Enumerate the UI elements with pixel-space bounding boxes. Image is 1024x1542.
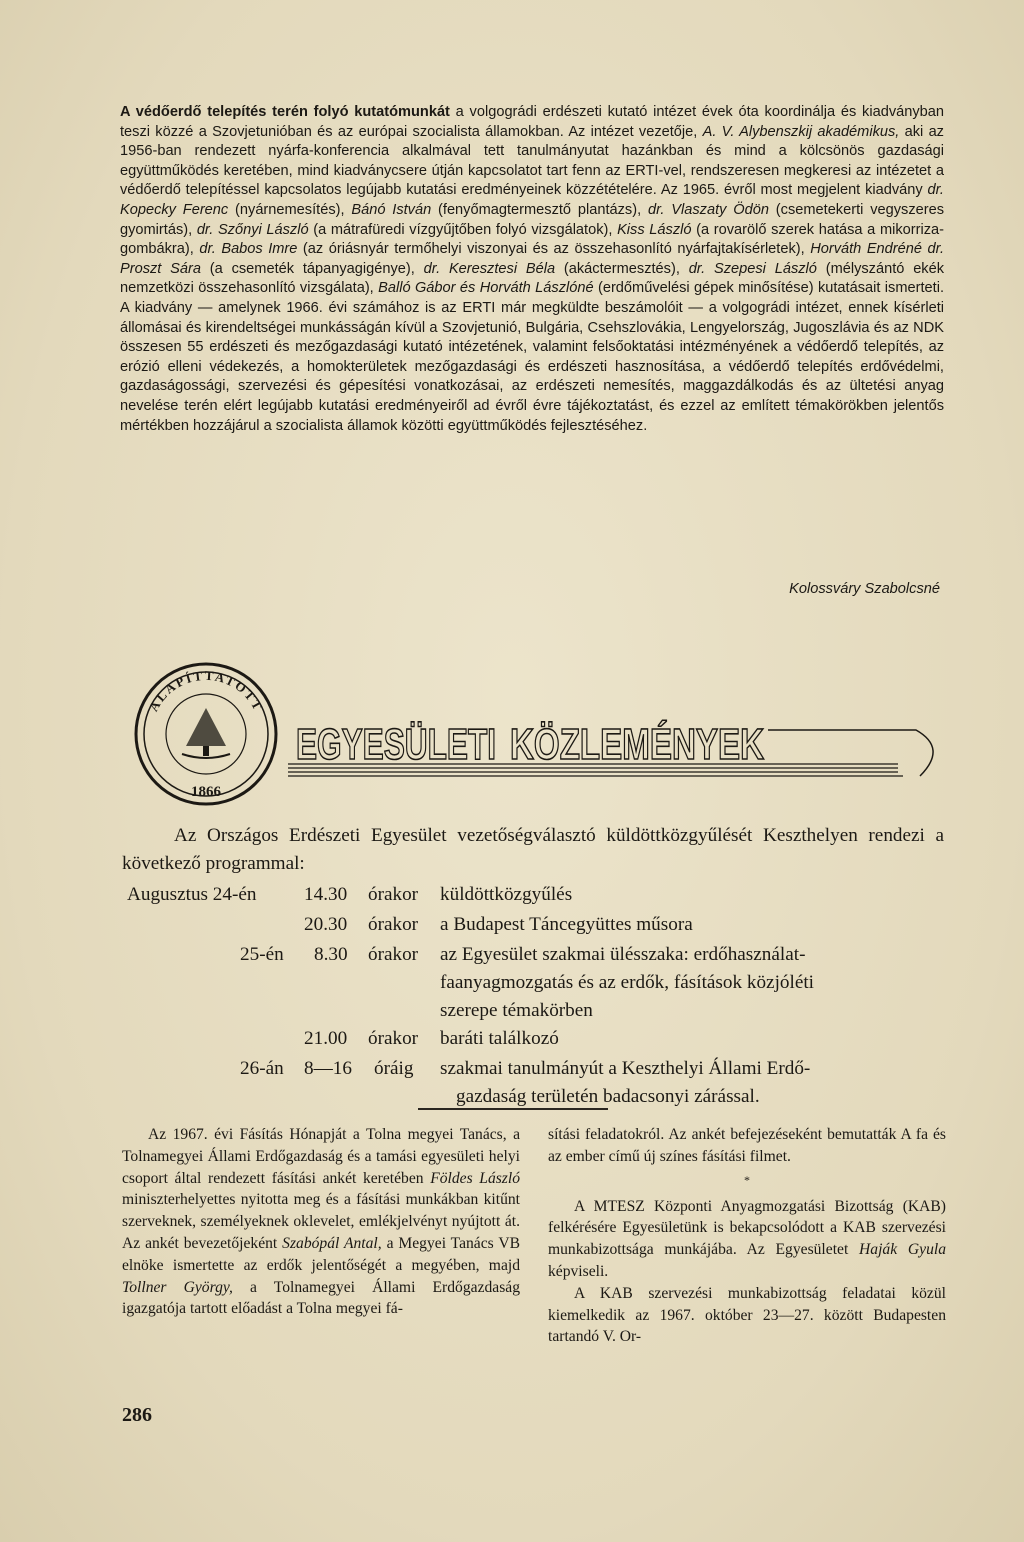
left-column: Az 1967. évi Fásítás Hónapját a Tolna megyei Tanács, a Tolnamegyei Állami Erdőgazdaság és a tamási egyesületi helyi csoport által rendezett fásítási ankét keretében Földes László miniszterhelyettes nyitotta meg és a fásítási munkákban kitűnt szerveknek, személyeknek oklevelet, emlékjelvényt nyújtott át. Az ankét bevezetőjeként Szabópál Antal, a Megyei Tanács VB elnöke ismertette az erdők jelentőségét a megyében, majd Tollner György, a Tolnamegyei Állami Erdőgazdaság igazgatója tartott előadást a Tolna megyei fá- xyxy=(122,1126,521,1318)
section-divider xyxy=(418,1108,608,1110)
banner-word-2: KÖZLEMÉNYEK xyxy=(510,720,848,769)
schedule-time-1: 14.30 xyxy=(304,884,348,905)
schedule-date-5: 26-án xyxy=(240,1058,284,1079)
article-text: A védőerdő telepítés terén folyó kutatómunkát a volgográdi erdészeti kutató intézet évek óta koordinálja és kiadványban teszi közzé a Szovjetunióban és az európai szocialista államokban. Az intézet vezetője, A. V. Alybenszkij akadémikus, aki az 1956-ban rendezett nyárfa-konferencia alkalmával tett tanulmányutat hazánkban és mind a kölcsönös gazdasági együttműködés keretében, mind kiadványcsere útján kapcsolatot tart fenn az ERTI-vel, rendszeresen megkeresi az intézetet a védőerdő telepítéssel kapcsolatos legújabb kutatási eredményeinek közzétételére. Az 1965. évről most megjelent kiadvány dr. Kopecky Ferenc (nyárnemesítés), Bánó István (fenyőmagtermesztő plantázs), dr. Vlaszaty Ödön (csemetekerti vegyszeres gyomirtás), dr. Szőnyi László (a mátrafüredi vízgyűjtőben folyó vizsgálatok), Kiss László (a rovarölő szerek hatása a mikorriza-gombákra), dr. Babos Imre (az óriásnyár termőhelyi viszonyai és az összehasonlító nyárfajtakísérletek), Horváth Endréné dr. Proszt Sára (a csemeték tápanyagigénye), dr. Keresztesi Béla (akáctermesztés), dr. Szepesi László (mélyszántó ekék nemzetközi összehasonlító vizsgálata), Balló Gábor és Horváth Lászlóné (erdőművelési gépek minősítése) kutatásait ismerteti. A kiadvány — amelynek 1966. évi számához is az ERTI már megküldte beszámolóit — a volgográdi intézet, ennek kísérleti állomásai és kirendeltségei munkásságán kívül a Szovjetunió, Bulgária, Csehszlovákia, Lengyelország, Jugoszlávia és az NDK összesen 55 erdészeti és mezőgazdasági kutató intézetének, valamint felsőoktatási intézményének a védőerdő telepítés, az erózió elleni védekezés, a homokterületek mezőgazdasági és erdészeti hasznosítása, a védőerdő telepítés erdővédelmi, gazdaságossági, szervezési és gépesítési vonatkozásai, az erdészeti nemesítés, maggazdálkodás és az ültetési anyag nevelése terén elért legújabb kutatási eredményeiről ad évről évre tájékoztatást, és ezzel az említett témakörökben jelentős mértékben hozzájárul a szocialista államok közötti együttműködés fejlesztéséhez. xyxy=(120,104,945,434)
announcement-intro: Az Országos Erdészeti Egyesület vezetőségválasztó küldöttközgyűlését Keszthelyen rendezi a következő programmal: xyxy=(122,825,944,874)
schedule-date-1: Augusztus 24-én xyxy=(127,884,257,905)
svg-text:ALAPÍTTATOTT: ALAPÍTTATOTT xyxy=(145,667,267,714)
article-author: Kolossváry Szabolcsné xyxy=(789,581,940,597)
schedule-time-4: 21.00 xyxy=(304,1028,348,1049)
seal-year: 1866 xyxy=(191,784,221,800)
section-banner xyxy=(288,702,948,792)
schedule-date-3: 25-én xyxy=(240,944,284,965)
schedule-event-1: küldöttközgyűlés xyxy=(440,884,573,905)
schedule-time-3: 8.30 xyxy=(314,944,348,965)
schedule-time-5: 8—16 xyxy=(304,1058,352,1079)
schedule-time-2: 20.30 xyxy=(304,914,348,935)
association-seal-logo xyxy=(126,650,286,810)
schedule-event-3: az Egyesület szakmai ülésszaka: erdőhasználat- xyxy=(440,944,806,965)
banner-word-1: EGYESÜLETI xyxy=(296,720,496,769)
article-lead: A védőerdő telepítés terén folyó kutatómunkát xyxy=(120,104,450,120)
director-name: A. V. Alybenszkij akadémikus, xyxy=(702,123,900,140)
representative-name: Haják Gyula xyxy=(859,1241,946,1259)
page-number: 286 xyxy=(122,1404,152,1426)
schedule-event-5: szakmai tanulmányút a Keszthelyi Állami Erdő- xyxy=(440,1058,811,1079)
schedule-event-2: a Budapest Táncegyüttes műsora xyxy=(440,914,693,935)
separator-asterisk: * xyxy=(744,1172,750,1187)
right-column: sítási feladatokról. Az ankét befejezéseként bemutatták A fa és az ember című új színes fásítási filmet. * A MTESZ Központi Anyagmozgatási Bizottság (KAB) felkérésére Egyesületünk is bekapcsolódott a KAB szervezési munkabizottsága munkájába. Az Egyesületet Haják Gyula képviseli. A KAB szervezési munkabizottság feladatai közül kiemelkedik az 1967. október 23—27. között Budapesten tartandó V. Or- xyxy=(548,1126,946,1346)
schedule-event-4: baráti találkozó xyxy=(440,1028,559,1049)
